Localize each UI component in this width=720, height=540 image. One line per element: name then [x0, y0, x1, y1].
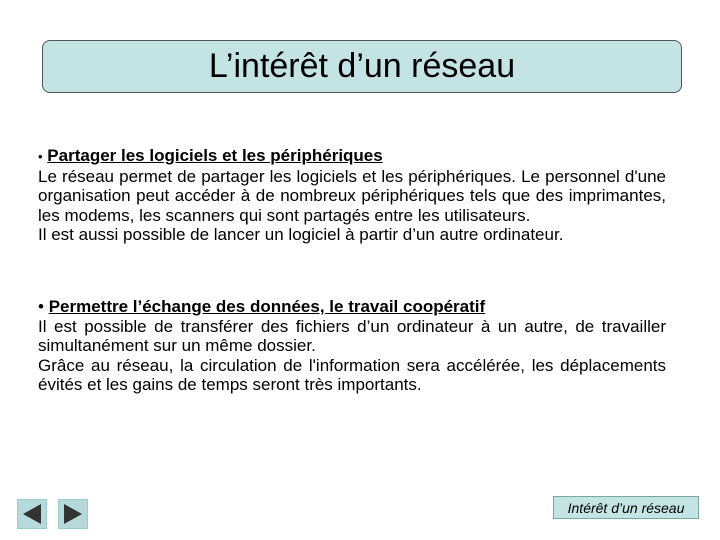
previous-slide-button[interactable]: [17, 499, 47, 529]
section-exchange-paragraph-1: Il est possible de transférer des fichiers d’un ordinateur à un autre, de travailler simultanément sur un même dossier.: [38, 316, 666, 355]
section-sharing-heading: Partager les logiciels et les périphériques: [47, 146, 383, 165]
section-sharing-paragraph-1: Le réseau permet de partager les logiciels et les périphériques. Le personnel d'une organisation peut accéder à de nombreux périphériques tels que des imprimantes, les modems, les scanners qui sont partagés entre les utilisateurs.: [38, 166, 666, 225]
bullet: •: [38, 149, 43, 164]
next-slide-button[interactable]: [58, 499, 88, 529]
footer-section-link[interactable]: [553, 496, 699, 519]
bullet: •: [38, 297, 44, 316]
section-exchange: [38, 297, 666, 395]
triangle-right-icon: [61, 502, 85, 526]
section-sharing: [38, 146, 666, 245]
triangle-left-icon: [20, 502, 44, 526]
footer-section-label: Intérêt d’un réseau: [567, 499, 685, 516]
slide-title-box: [42, 40, 682, 93]
section-sharing-paragraph-2: Il est aussi possible de lancer un logiciel à partir d’un autre ordinateur.: [38, 225, 564, 244]
section-exchange-heading: Permettre l’échange des données, le travail coopératif: [48, 297, 486, 316]
section-sharing-heading-line: [38, 146, 666, 167]
slide-title: L’intérêt d’un réseau: [208, 47, 516, 85]
section-exchange-paragraph-2: Grâce au réseau, la circulation de l'information sera accélérée, les déplacements évités et les gains de temps seront très importants.: [38, 355, 666, 394]
section-exchange-heading-line: [38, 297, 666, 317]
